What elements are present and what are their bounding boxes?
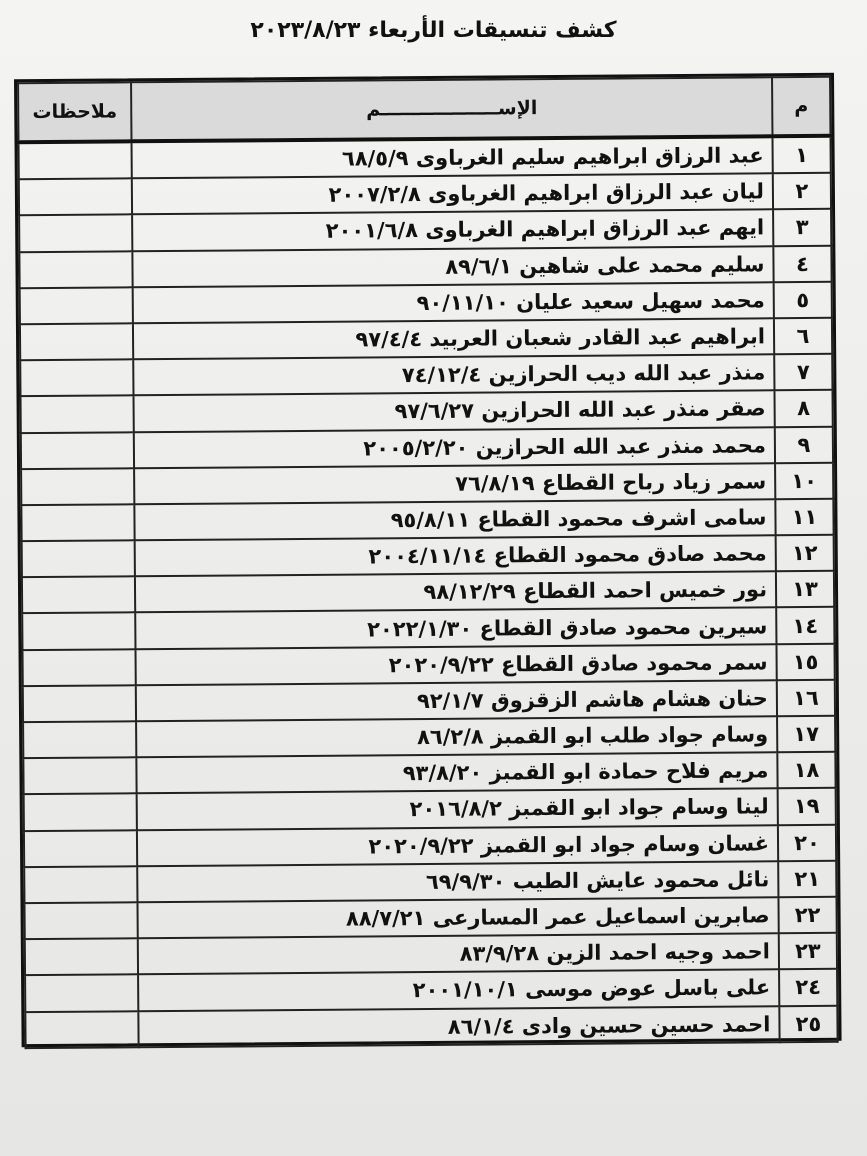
row-notes-cell xyxy=(19,178,132,215)
row-notes-cell xyxy=(19,141,132,179)
row-number-cell: ٣ xyxy=(773,209,831,246)
header-notes: ملاحظات xyxy=(18,82,131,142)
row-number-cell: ١٩ xyxy=(778,788,836,825)
row-name-cell: غسان وسام جواد ابو القمبز ٢٠٢٠/٩/٢٢ xyxy=(137,825,778,866)
row-notes-cell xyxy=(22,613,135,650)
row-name-cell: سيرين محمود صادق القطاع ٢٠٢٢/١/٣٠ xyxy=(135,608,776,649)
row-notes-cell xyxy=(21,504,134,541)
row-notes-cell xyxy=(21,396,134,433)
row-notes-cell xyxy=(25,975,138,1012)
page-title: كشف تنسيقات الأربعاء ٢٠٢٣/٨/٢٣ xyxy=(250,18,617,43)
row-name-cell: وسام جواد طلب ابو القمبز ٨٦/٢/٨ xyxy=(136,716,777,757)
row-number-cell: ١٣ xyxy=(776,571,834,608)
row-number-cell: ٥ xyxy=(774,282,832,319)
row-name-cell: ليان عبد الرزاق ابراهيم الغرباوى ٢٠٠٧/٢/٨ xyxy=(132,173,773,214)
row-notes-cell xyxy=(23,721,136,758)
row-name-cell: ابراهيم عبد القادر شعبان العربيد ٩٧/٤/٤ xyxy=(133,318,774,359)
row-notes-cell xyxy=(22,540,135,577)
row-number-cell: ١٢ xyxy=(776,535,834,572)
row-number-cell: ٢٤ xyxy=(779,969,837,1006)
row-number-cell: ٧ xyxy=(774,354,832,391)
row-number-cell: ١١ xyxy=(775,499,833,536)
row-number-cell: ٤ xyxy=(773,245,831,282)
row-name-cell: احمد وجيه احمد الزين ٨٣/٩/٢٨ xyxy=(138,933,779,974)
row-name-cell: محمد منذر عبد الله الحرازين ٢٠٠٥/٢/٢٠ xyxy=(134,427,775,468)
row-number-cell: ١٧ xyxy=(777,716,835,753)
row-notes-cell xyxy=(20,287,133,324)
row-notes-cell xyxy=(21,468,134,505)
row-number-cell: ١٥ xyxy=(776,643,834,680)
row-notes-cell xyxy=(20,359,133,396)
row-name-cell: ايهم عبد الرزاق ابراهيم الغرباوى ٢٠٠١/٦/٨ xyxy=(132,210,773,251)
row-notes-cell xyxy=(19,215,132,252)
row-notes-cell xyxy=(24,794,137,831)
row-name-cell: سليم محمد على شاهين ٨٩/٦/١ xyxy=(132,246,773,287)
row-name-cell: نائل محمود عايش الطيب ٦٩/٩/٣٠ xyxy=(137,861,778,902)
row-number-cell: ٢٢ xyxy=(778,897,836,934)
row-number-cell: ١ xyxy=(772,136,830,174)
row-notes-cell xyxy=(22,649,135,686)
row-name-cell: مريم فلاح حمادة ابو القمبز ٩٣/٨/٢٠ xyxy=(136,752,777,793)
row-name-cell: سمر زياد رباح القطاع ٧٦/٨/١٩ xyxy=(134,463,775,504)
row-notes-cell xyxy=(21,432,134,469)
row-name-cell: احمد حسين حسين وادى ٨٦/١/٤ xyxy=(138,1006,779,1047)
table-header-row xyxy=(18,77,830,142)
row-name-cell: سمر محمود صادق القطاع ٢٠٢٠/٩/٢٢ xyxy=(135,644,776,685)
row-notes-cell xyxy=(25,1011,138,1048)
roster-table xyxy=(17,76,839,1049)
row-name-cell: حنان هشام هاشم الزقزوق ٩٢/١/٧ xyxy=(136,680,777,721)
header-number: م xyxy=(772,77,830,136)
header-name: الإســــــــــــــــــم xyxy=(131,77,772,141)
row-number-cell: ١٦ xyxy=(777,680,835,717)
row-number-cell: ٢ xyxy=(773,173,831,210)
row-name-cell: صقر منذر عبد الله الحرازين ٩٧/٦/٢٧ xyxy=(134,391,775,432)
row-name-cell: عبد الرزاق ابراهيم سليم الغرباوى ٦٨/٥/٩ xyxy=(132,136,773,178)
row-notes-cell xyxy=(24,866,137,903)
row-name-cell: سامى اشرف محمود القطاع ٩٥/٨/١١ xyxy=(134,499,775,540)
row-name-cell: نور خميس احمد القطاع ٩٨/١٢/٢٩ xyxy=(135,572,776,613)
row-notes-cell xyxy=(23,685,136,722)
row-number-cell: ٩ xyxy=(775,426,833,463)
row-number-cell: ٢٣ xyxy=(779,933,837,970)
row-number-cell: ١٨ xyxy=(777,752,835,789)
row-notes-cell xyxy=(23,757,136,794)
row-number-cell: ١٤ xyxy=(776,607,834,644)
row-notes-cell xyxy=(20,323,133,360)
row-notes-cell xyxy=(22,577,135,614)
row-number-cell: ٨ xyxy=(774,390,832,427)
row-name-cell: على باسل عوض موسى ٢٠٠١/١٠/١ xyxy=(138,970,779,1011)
row-number-cell: ١٠ xyxy=(775,462,833,499)
row-notes-cell xyxy=(25,938,138,975)
row-number-cell: ٢٠ xyxy=(778,824,836,861)
row-notes-cell xyxy=(24,902,137,939)
row-name-cell: صابرين اسماعيل عمر المسارعى ٨٨/٧/٢١ xyxy=(137,897,778,938)
row-name-cell: لينا وسام جواد ابو القمبز ٢٠١٦/٨/٢ xyxy=(137,789,778,830)
row-number-cell: ٦ xyxy=(774,318,832,355)
row-number-cell: ٢٥ xyxy=(779,1005,837,1042)
row-name-cell: محمد سهيل سعيد عليان ٩٠/١١/١٠ xyxy=(133,282,774,323)
row-name-cell: محمد صادق محمود القطاع ٢٠٠٤/١١/١٤ xyxy=(135,535,776,576)
row-notes-cell xyxy=(24,830,137,867)
table-body xyxy=(19,136,838,1048)
row-name-cell: منذر عبد الله ديب الحرازين ٧٤/١٢/٤ xyxy=(133,354,774,395)
roster-table-frame xyxy=(14,73,842,1047)
table-row xyxy=(19,136,831,180)
table-row xyxy=(25,1005,837,1048)
row-number-cell: ٢١ xyxy=(778,861,836,898)
row-notes-cell xyxy=(19,251,132,288)
